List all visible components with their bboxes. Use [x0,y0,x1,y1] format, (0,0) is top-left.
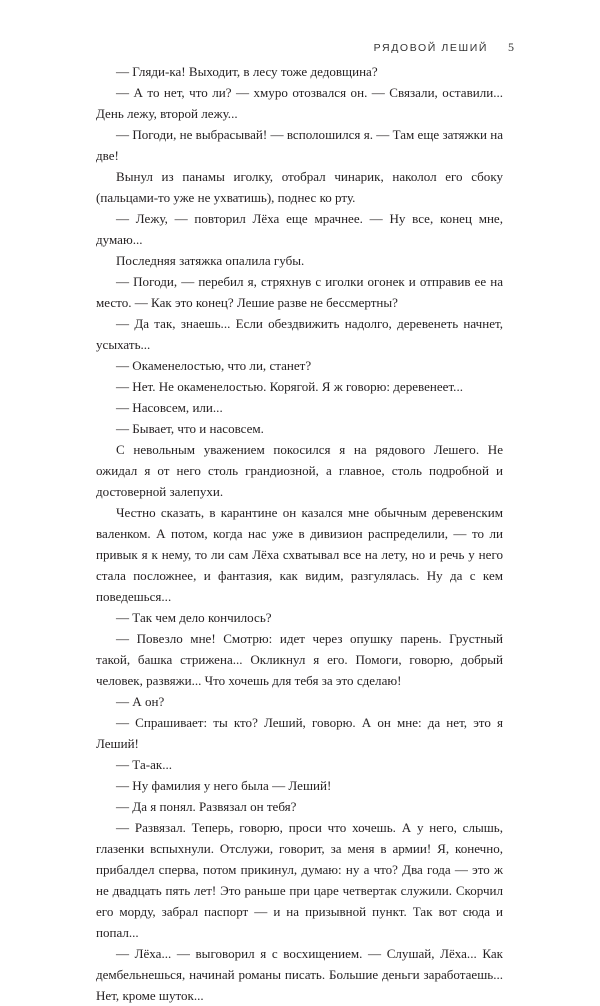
paragraph: — Да я понял. Развязал он тебя? [116,799,297,814]
body-text [96,61,503,1006]
paragraph: — Повезло мне! Смотрю: идет через опушку парень. Грустный такой, башка стрижена... Окликнул я его. Помоги, говорю, добрый человек, развяжи... Что хочешь для тебя за это сделаю! [96,631,503,688]
running-title: РЯДОВОЙ ЛЕШИЙ [373,42,488,54]
paragraph: — Лёха... — выговорил я с восхищением. — Слушай, Лёха... Как дембельнешься, начинай романы писать. Большие деньги заработаешь... Нет, кроме шуток... [96,946,503,1003]
paragraph: С невольным уважением покосился я на рядового Лешего. Не ожидал я от него столь грандиозной, а главное, столь подробной и достоверной залепухи. [96,442,503,499]
paragraph: — Спрашивает: ты кто? Леший, говорю. А он мне: да нет, это я Леший! [96,715,503,751]
paragraph: — Так чем дело кончилось? [116,610,272,625]
paragraph: — Ну фамилия у него была — Леший! [116,778,332,793]
paragraph: — Та-ак... [116,757,173,772]
paragraph: — Погоди, — перебил я, стряхнув с иголки огонек и отправив ее на место. — Как это конец? Лешие разве не бессмертны? [96,274,503,310]
paragraph: — Гляди-ка! Выходит, в лесу тоже дедовщина? [116,64,378,79]
paragraph: — Насовсем, или... [116,400,223,415]
paragraph: Вынул из панамы иголку, отобрал чинарик, наколол его сбоку (пальцами-то уже не ухватишь), поднес ко рту. [96,169,503,205]
page-number: 5 [508,40,514,54]
paragraph: — Бывает, что и насовсем. [116,421,264,436]
paragraph: Последняя затяжка опалила губы. [116,253,305,268]
paragraph: — Да так, знаешь... Если обездвижить надолго, деревенеть начнет, усыхать... [96,316,503,352]
paragraph: Честно сказать, в карантине он казался мне обычным деревенским валенком. А потом, когда нас уже в дивизион распределили, — то ли привык я к нему, то ли сам Лёха схватывал все на лету, но и речь у него стала посложнее, и фантазия, как видим, разгулялась. Ну да с кем поведешься... [96,505,503,604]
paragraph: — Лежу, — повторил Лёха еще мрачнее. — Ну все, конец мне, думаю... [96,211,503,247]
paragraph: — Окаменелостью, что ли, станет? [116,358,312,373]
paragraph: — Погоди, не выбрасывай! — всполошился я. — Там еще затяжки на две! [96,127,503,163]
paragraph: — А то нет, что ли? — хмуро отозвался он. — Связали, оставили... День лежу, второй лежу... [96,85,503,121]
paragraph: — А он? [116,694,165,709]
paragraph: — Нет. Не окаменелостью. Корягой. Я ж говорю: деревенеет... [116,379,463,394]
running-header [374,40,514,55]
paragraph: — Развязал. Теперь, говорю, проси что хочешь. А у него, слышь, глазенки вспыхнули. Отслужи, говорит, за меня в армии! Я, конечно, прибалдел сперва, потом прикинул, думаю: ну а что? Два года — это ж не двадцать пять лет! Это раньше при царе четвертак служили. Скорчил его морду, забрал паспорт — и на призывной пункт. Так вот сюда и попал... [96,820,503,940]
